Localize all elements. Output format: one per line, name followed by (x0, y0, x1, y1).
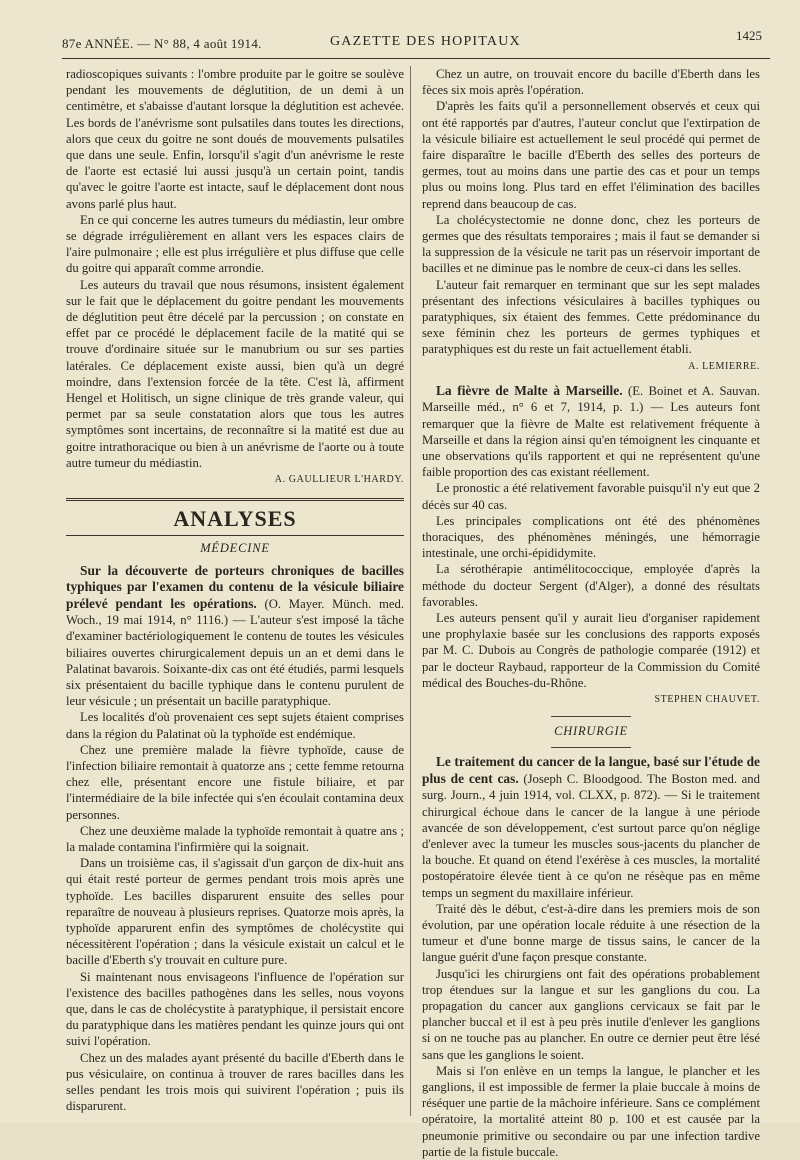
paragraph: Si maintenant nous envisageons l'influence de l'opération sur l'existence des bacilles pathogènes dans les selles, nous voyons que, dans le cas de cholécystite à paratyphique, il persistait encore du paratyphique dans les matières pendant les quinze jours qui ont suivi l'opération. (66, 969, 404, 1049)
article-body: (Joseph C. Bloodgood. The Boston med. and surg. Journ., 4 juin 1914, vol. CLXX, p. 872). — Si le traitement chirurgical échoue dans le cancer de la langue à une période avancée de son développement, c'est surtout parce qu'on néglige d'enlever avec la tumeur les muscles sous-jacents du plancher de la bouche. Et quand on étend l'exérèse à ces muscles, la mortalité postopératoire élevée tient à ce qu'on ne résèque pas en même temps un segment du maxillaire inférieur. (422, 771, 760, 900)
page-number: 1425 (736, 28, 762, 43)
section-rule (66, 535, 404, 536)
article-reference: (O. Mayer. Münch. med. Woch., 19 mai 1914, n° 1116.) — L'auteur s'est imposé la tâche d'examiner bactériologiquement le contenu de toutes les vésicules biliaires ouvertes chirurgicalement depuis un an et demi dans le Palatinat bavarois. Soixante-dix cas ont été étudiés, parmi lesquels six présentaient du bacille typhique dans le contenu purulent de leur vésicule ; un présentait un bacille paratyphique. (66, 596, 405, 709)
paragraph: Chez un autre, on trouvait encore du bacille d'Eberth dans les fèces six mois après l'opération. (422, 67, 760, 98)
paragraph: L'auteur fait remarquer en terminant que sur les sept malades présentant des infections vésiculaires à bacilles typhiques ou paratyphiques, six étaient des femmes. Cette prédominance du sexe féminin chez les porteurs de germes typhiques et paratyphiques est du reste un fait actuellement établi. (422, 277, 760, 357)
article-paragraph (422, 383, 760, 481)
section-title: ANALYSES (173, 506, 297, 532)
article-paragraph (66, 563, 404, 710)
article-title: La fièvre de Malte à Marseille. (436, 382, 623, 398)
paragraph: Mais si l'on enlève en un temps la langue, le plancher et les ganglions, il est impossible de fermer la plaie buccale à moins de réséquer une partie de la mâchoire inférieure. Sans ce complément opératoire, la mortalité atteint 80 p. 100 et est causée par la pneumonie primitive ou secondaire ou par une infection tardive partie de la fistule buccale. (422, 1063, 760, 1159)
issue-info: 87e ANNÉE. — N° 88, 4 août 1914. (62, 36, 262, 51)
column-divider (410, 66, 411, 1116)
subsection-title: CHIRURGIE (554, 724, 628, 739)
paragraph: La cholécystectomie ne donne donc, chez les porteurs de germes que des résultats temporaires ; mais il faut se demander si la suppression de la vésicule ne tarit pas un réservoir important de bacilles et ne diminue pas le nombre de ceux-ci dans les selles. (422, 212, 760, 276)
page-header (62, 28, 762, 50)
author-signature: A. GAULLIEUR L'HARDY. (274, 474, 404, 486)
paragraph: Jusqu'ici les chirurgiens ont fait des opérations probablement trop étendues sur la langue et sur les ganglions du cou. La propagation du cancer aux ganglions cervicaux se fait par le plancher buccal et il est à peu près inutile d'enlever les ganglions si on ne touche pas au plancher. En outre ce dernier peut être lésé sans que les ganglions le soient. (422, 966, 760, 1062)
paragraph: radioscopiques suivants : l'ombre produite par le goitre se soulève pendant les mouvements de déglutition, de un demi à un centimètre, et s'abaisse d'autant lorsque la déglutition est achevée. Les bords de l'anévrisme sont pulsatiles dans toutes les directions, alors que ceux du goitre ne sont doués de mouvements pulsatiles que dans une seule. Enfin, lorsqu'il s'agit d'un anévrisme le reste de l'aorte est ectasié lui aussi jusqu'à un certain point, tandis qu'avec le goitre l'aorte est intacte, sauf le déplacement dont nous avons parlé plus haut. (66, 67, 404, 211)
left-column (66, 66, 404, 1114)
header-rule (62, 58, 770, 59)
paragraph: Les auteurs pensent qu'il y aurait lieu d'organiser rapidement une prophylaxie basée sur les conclusions des rapports exposés par M. C. Dubois au Congrès de pathologie comparée (1912) et par le docteur Raybaud, rapporteur de la Commission du Comité médical des Bouches-du-Rhône. (422, 611, 760, 690)
article-title: Sur la découverte de porteurs chroniques de bacilles typhiques par l'examen du contenu de la vésicule biliaire prélevé pendant les opérations. (66, 562, 404, 611)
paragraph: D'après les faits qu'il a personnellement observés et ceux qui ont été rapportés par d'autres, l'auteur conclut que l'extirpation de la vésicule biliaire est actuellement le seul procédé qui permet de faire disparaître le bacille d'Eberth des selles des porteurs de germes, tout au moins dans une partie des cas et pour un temps plus ou moins long. Plus tard en effet l'élimination des bacilles reprend dans beaucoup de cas. (422, 99, 760, 211)
paragraph: Chez une deuxième malade la typhoïde remontait à quatre ans ; la malade contamina l'infirmière qui la soignait. (66, 823, 404, 855)
paragraph: La sérothérapie antimélitococcique, employée d'après la méthode du docteur Sergent (d'Alger), a donné des résultats favorables. (422, 562, 760, 609)
paragraph: Les localités d'où provenaient ces sept sujets étaient comprises dans la région du Palatinat où la typhoïde est endémique. (66, 710, 404, 741)
article-body: (E. Boinet et A. Sauvan. Marseille méd., n° 6 et 7, 1914, p. 1.) — Les auteurs font remarquer que la fièvre de Malte est relativement fréquente à Marseille et dans la région ainsi qu'en témoignent les cinquante et une observations qu'ils rapportent et qui ne représentent qu'une faible proportion des cas existant réellement. (422, 383, 760, 480)
separator-rule (551, 747, 631, 748)
paragraph: Traité dès le début, c'est-à-dire dans les premiers mois de son évolution, par une opération locale réduite à une résection de la tumeur et d'une bonne marge de tissus sains, le cancer de la langue guérit d'une façon presque constante. (422, 901, 760, 965)
author-signature: A. LEMIERRE. (688, 360, 760, 372)
article-paragraph (422, 754, 760, 900)
journal-title: GAZETTE DES HOPITAUX (330, 34, 521, 49)
paragraph: Le pronostic a été relativement favorable puisqu'il n'y eut que 2 décès sur 40 cas. (422, 481, 760, 512)
author-signature: STEPHEN CHAUVET. (654, 694, 760, 706)
article-title: Le traitement du cancer de la langue, basé sur l'étude de plus de cent cas. (422, 754, 760, 786)
paragraph: Chez un des malades ayant présenté du bacille d'Eberth dans le pus vésiculaire, on continua à trouver de rares bacilles dans les selles pendant les trois mois qui suivirent l'opération ; puis ils disparurent. (66, 1050, 404, 1114)
paragraph: Chez une première malade la fièvre typhoïde, cause de l'infection biliaire remontait à quatorze ans ; cette femme retourna chez elle, présentant encore une fistule biliaire, et par l'intermédiaire de la bile infectée qui s'en écoulait contamina deux personnes. (66, 742, 404, 822)
right-column (422, 66, 760, 1160)
paragraph: Dans un troisième cas, il s'agissait d'un garçon de dix-huit ans qui était resté porteur de germes pendant trois mois après une typhoïde. Les bacilles disparurent ensuite des selles pour reparaître de nouveau à plusieurs reprises. Quatorze mois après, la typhoïde apparurent enfin des symptômes de cholécystite qui nécessitèrent l'opération ; dans la vésicule existait un calcul et le bacille d'Eberth s'y trouvait en culture pure. (66, 856, 404, 968)
subsection-title: MÉDECINE (200, 541, 270, 556)
section-rule (66, 498, 404, 501)
paragraph: En ce qui concerne les autres tumeurs du médiastin, leur ombre se dégrade irrégulièrement en allant vers les espaces clairs de l'aire pulmonaire ; elle est plus irrégulière et plus diffuse que celle du goitre qui apparaît comme arrondie. (66, 212, 404, 276)
separator-rule (551, 716, 631, 717)
paragraph: Les principales complications ont été des phénomènes thoraciques, des phénomènes méningés, une hémorragie intestinale, une orchi-épididymite. (422, 513, 760, 561)
paragraph: Les auteurs du travail que nous résumons, insistent également sur le fait que le déplacement du goitre pendant les mouvements de déglutition peut être décelé par la percussion ; on constate en effet par ce procédé le déplacement facile de la matité qui se trouve d'ordinaire située sur le manubrium ou sur ses parties latérales. Ce déplacement existe aussi, bien qu'à un degré moindre, dans l'extension forcée de la tête. C'est là, affirment Hengel et Holitisch, un signe clinique de très grande valeur, qui permet par sa seule constatation alors que tous les autres symptômes sont incertains, de reconnaître si la matité est due au goitre intrathoracique ou bien à un anévrisme de l'aorte ou à toute autre tumeur du médiastin. (66, 277, 404, 470)
